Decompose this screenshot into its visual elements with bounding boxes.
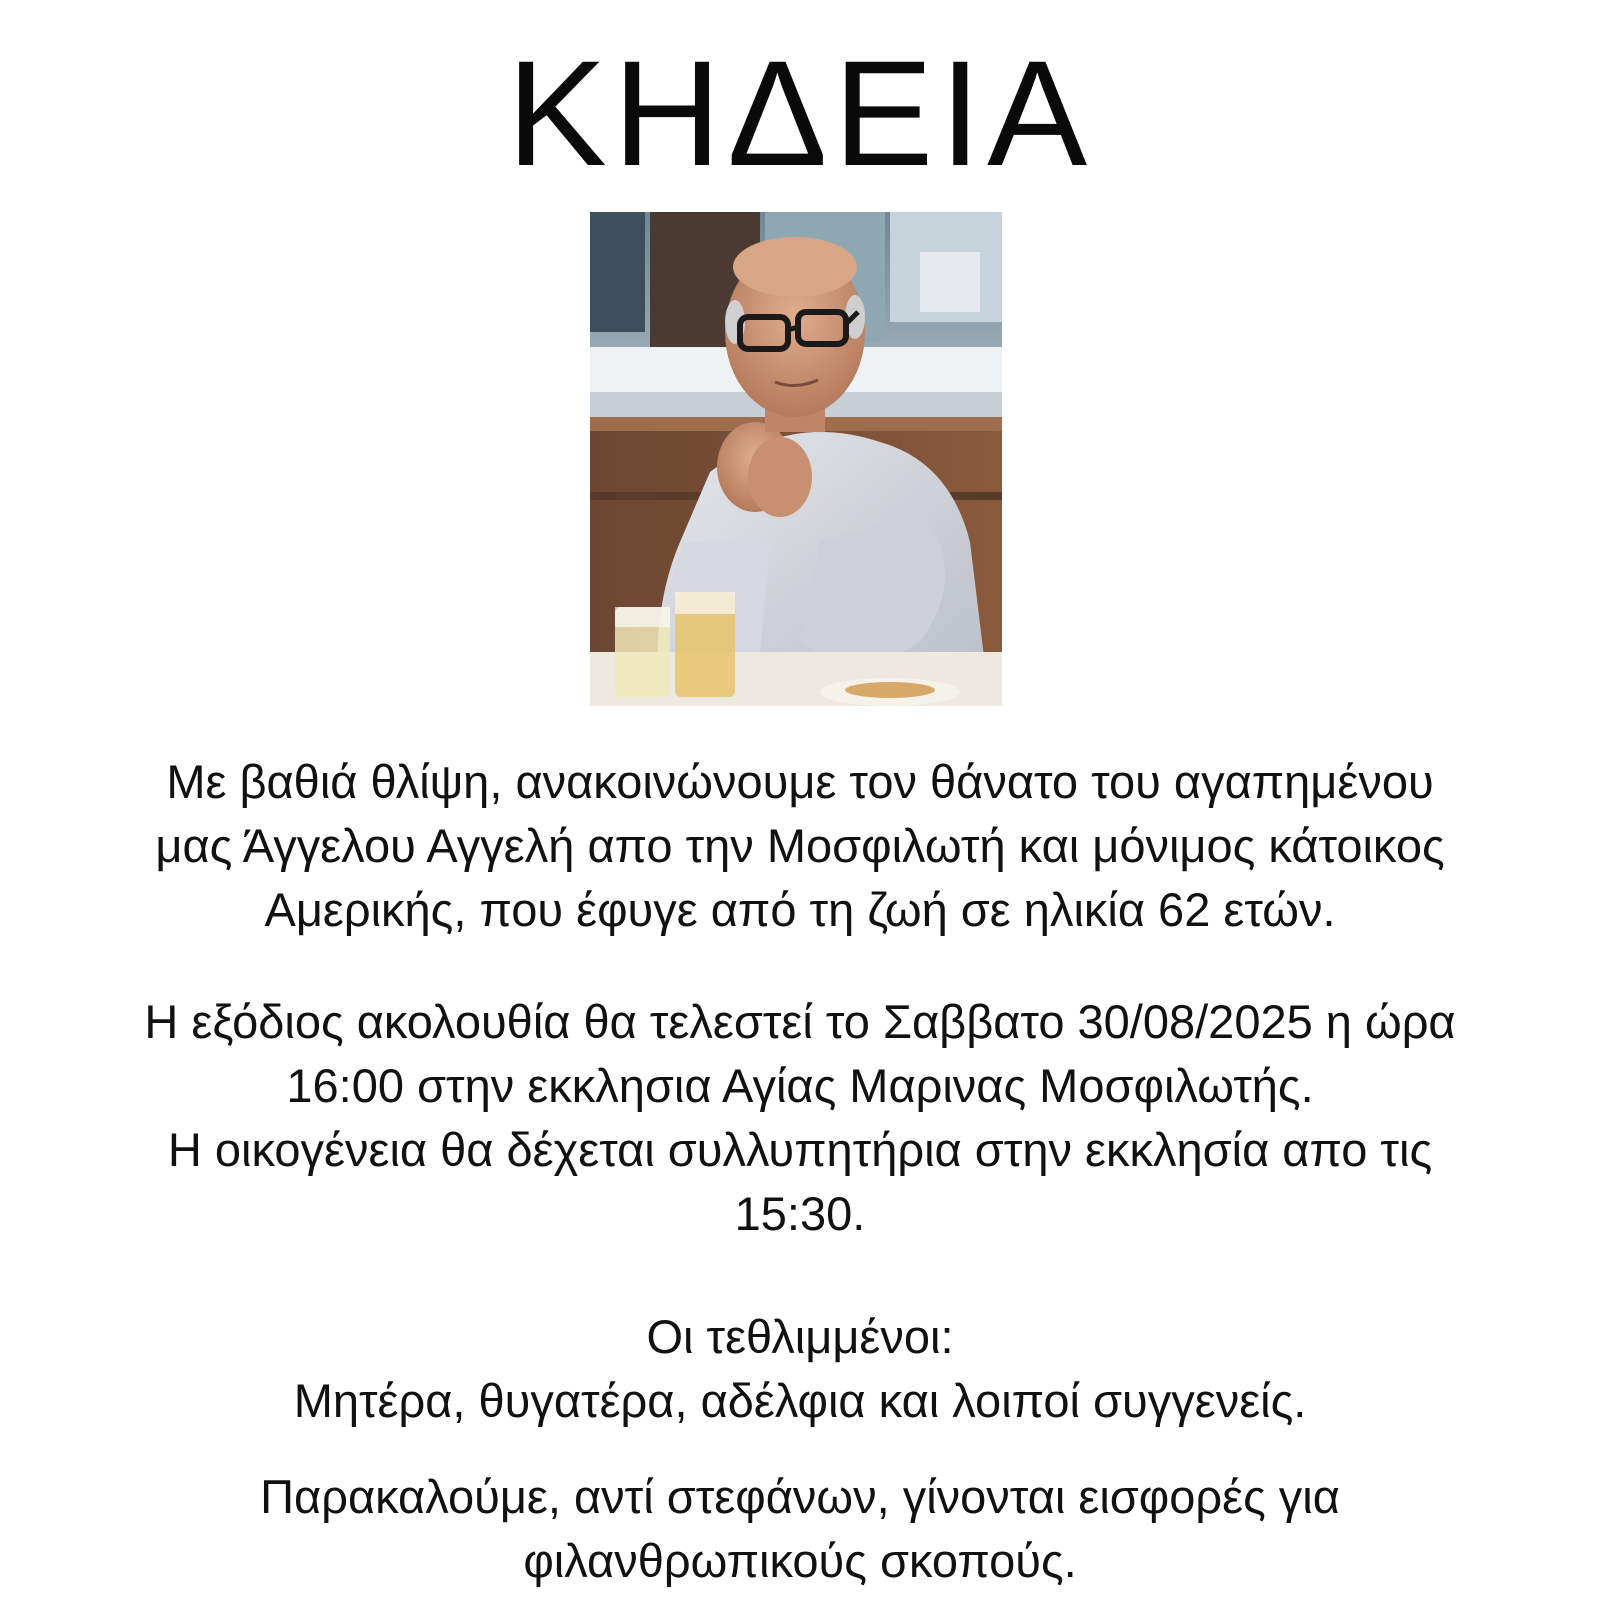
donations-line: φιλανθρωπικούς σκοπούς. (523, 1534, 1077, 1587)
announcement-paragraph (0, 750, 1600, 942)
mourners-paragraph (0, 1305, 1600, 1433)
page-title: ΚΗΔΕΙΑ (506, 29, 1094, 197)
announcement-line: Με βαθιά θλίψη, ανακοινώνουμε τον θάνατο του αγαπημένου (166, 755, 1434, 808)
donations-paragraph (0, 1465, 1600, 1593)
service-line: 15:30. (734, 1187, 866, 1240)
service-line: 16:00 στην εκκλησια Αγίας Μαρινας Μοσφιλωτής. (286, 1059, 1314, 1112)
donations-line: Παρακαλούμε, αντί στεφάνων, γίνονται εισφορές για (260, 1470, 1340, 1523)
mourners-line: Οι τεθλιμμένοι: (646, 1310, 954, 1363)
service-line: Η εξόδιος ακολουθία θα τελεστεί το Σαββατο 30/08/2025 η ώρα (144, 995, 1456, 1048)
mourners-line: Μητέρα, θυγατέρα, αδέλφια και λοιποί συγγενείς. (293, 1374, 1307, 1427)
announcement-line: Αμερικής, που έφυγε από τη ζωή σε ηλικία 62 ετών. (264, 883, 1336, 936)
portrait-photo-icon (590, 212, 1002, 706)
portrait-photo (590, 212, 1002, 706)
announcement-line: μας Άγγελου Αγγελή απο την Μοσφιλωτή και μόνιμος κάτοικος (155, 819, 1445, 872)
service-line: Η οικογένεια θα δέχεται συλλυπητήρια στην εκκλησία απο τις (167, 1123, 1433, 1176)
service-paragraph (0, 990, 1600, 1246)
